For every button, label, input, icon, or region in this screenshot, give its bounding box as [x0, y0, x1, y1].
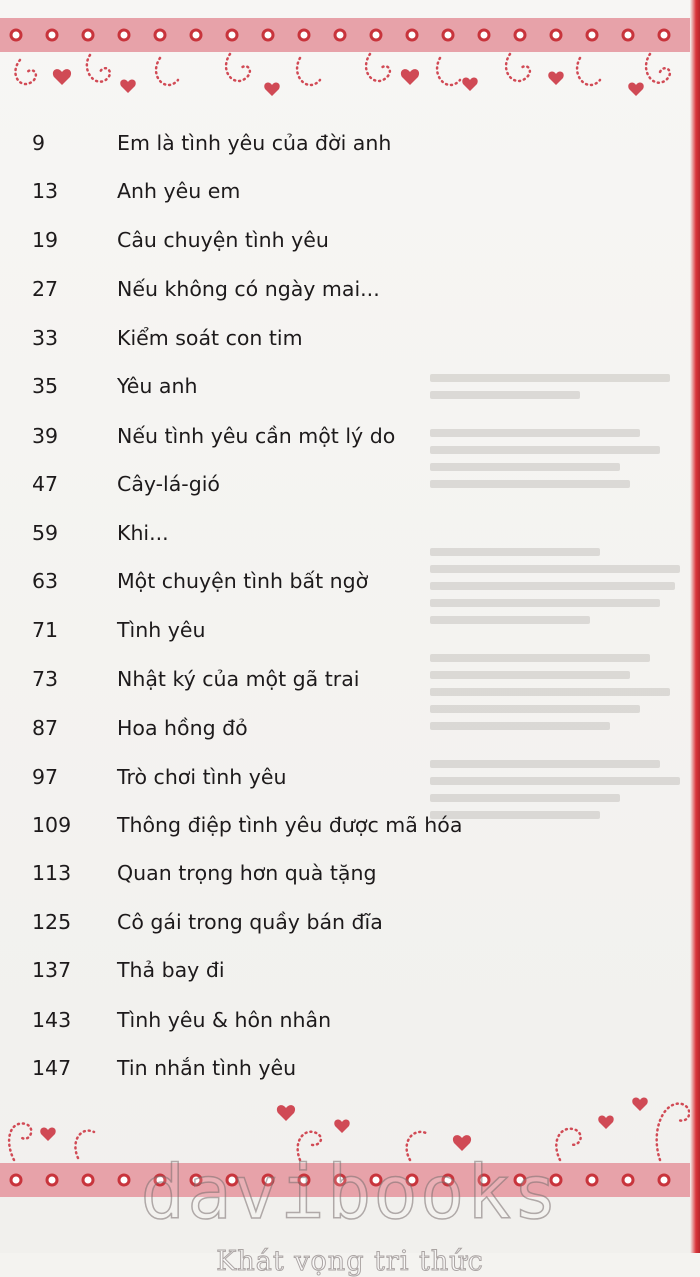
watermark-brand: davibooks	[140, 1150, 560, 1236]
toc-chapter-title: Một chuyện tình bất ngờ	[117, 569, 369, 593]
toc-row	[0, 513, 700, 553]
toc-row	[0, 659, 700, 699]
top-dot-row	[0, 18, 700, 52]
toc-row	[0, 708, 700, 748]
toc-page-number: 9	[32, 131, 46, 155]
watermark-tagline: Khát vọng tri thức	[216, 1246, 484, 1277]
toc-chapter-title: Nếu tình yêu cần một lý do	[117, 424, 396, 448]
toc-row	[0, 610, 700, 650]
toc-row	[0, 171, 700, 211]
toc-row	[0, 1048, 700, 1088]
toc-page-number: 71	[32, 618, 59, 642]
toc-row	[0, 853, 700, 893]
toc-page-number: 39	[32, 424, 59, 448]
toc-page-number: 27	[32, 277, 59, 301]
toc-page-number: 137	[32, 958, 72, 982]
toc-chapter-title: Quan trọng hơn quà tặng	[117, 861, 377, 885]
toc-page-number: 125	[32, 910, 72, 934]
toc-page-number: 13	[32, 179, 59, 203]
toc-page-number: 47	[32, 472, 59, 496]
toc-chapter-title: Yêu anh	[117, 374, 198, 398]
page-edge	[690, 0, 700, 1253]
toc-row	[0, 269, 700, 309]
toc-row	[0, 416, 700, 456]
toc-row	[0, 902, 700, 942]
toc-chapter-title: Tin nhắn tình yêu	[117, 1056, 297, 1080]
toc-chapter-title: Cây-lá-gió	[117, 472, 220, 496]
toc-row	[0, 318, 700, 358]
toc-chapter-title: Thông điệp tình yêu được mã hóa	[117, 813, 463, 837]
toc-page-number: 143	[32, 1008, 72, 1032]
toc-row	[0, 1000, 700, 1040]
toc-chapter-title: Em là tình yêu của đời anh	[117, 131, 392, 155]
toc-page-number: 73	[32, 667, 59, 691]
toc-chapter-title: Kiểm soát con tim	[117, 326, 303, 350]
toc-page-number: 87	[32, 716, 59, 740]
toc-chapter-title: Nếu không có ngày mai...	[117, 277, 380, 301]
toc-page-number: 109	[32, 813, 72, 837]
toc-page-number: 97	[32, 765, 59, 789]
toc-chapter-title: Khi...	[117, 521, 169, 545]
toc-chapter-title: Tình yêu & hôn nhân	[117, 1008, 332, 1032]
toc-chapter-title: Thả bay đi	[117, 958, 225, 982]
toc-row	[0, 757, 700, 797]
toc-page-number: 63	[32, 569, 59, 593]
toc-row	[0, 950, 700, 990]
toc-page-number: 59	[32, 521, 59, 545]
toc-row	[0, 220, 700, 260]
toc-chapter-title: Nhật ký của một gã trai	[117, 667, 360, 691]
toc-row	[0, 366, 700, 406]
top-swirl-hearts	[0, 50, 700, 110]
toc-chapter-title: Câu chuyện tình yêu	[117, 228, 329, 252]
toc-row	[0, 561, 700, 601]
toc-page-number: 33	[32, 326, 59, 350]
toc-chapter-title: Cô gái trong quầy bán đĩa	[117, 910, 383, 934]
toc-row	[0, 805, 700, 845]
toc-chapter-title: Hoa hồng đỏ	[117, 716, 248, 740]
toc-chapter-title: Trò chơi tình yêu	[117, 765, 287, 789]
toc-row	[0, 123, 700, 163]
toc-page-number: 147	[32, 1056, 72, 1080]
toc-chapter-title: Anh yêu em	[117, 179, 241, 203]
toc-page-number: 35	[32, 374, 59, 398]
toc-chapter-title: Tình yêu	[117, 618, 206, 642]
toc-page-number: 19	[32, 228, 59, 252]
toc-page-number: 113	[32, 861, 72, 885]
toc-row	[0, 464, 700, 504]
